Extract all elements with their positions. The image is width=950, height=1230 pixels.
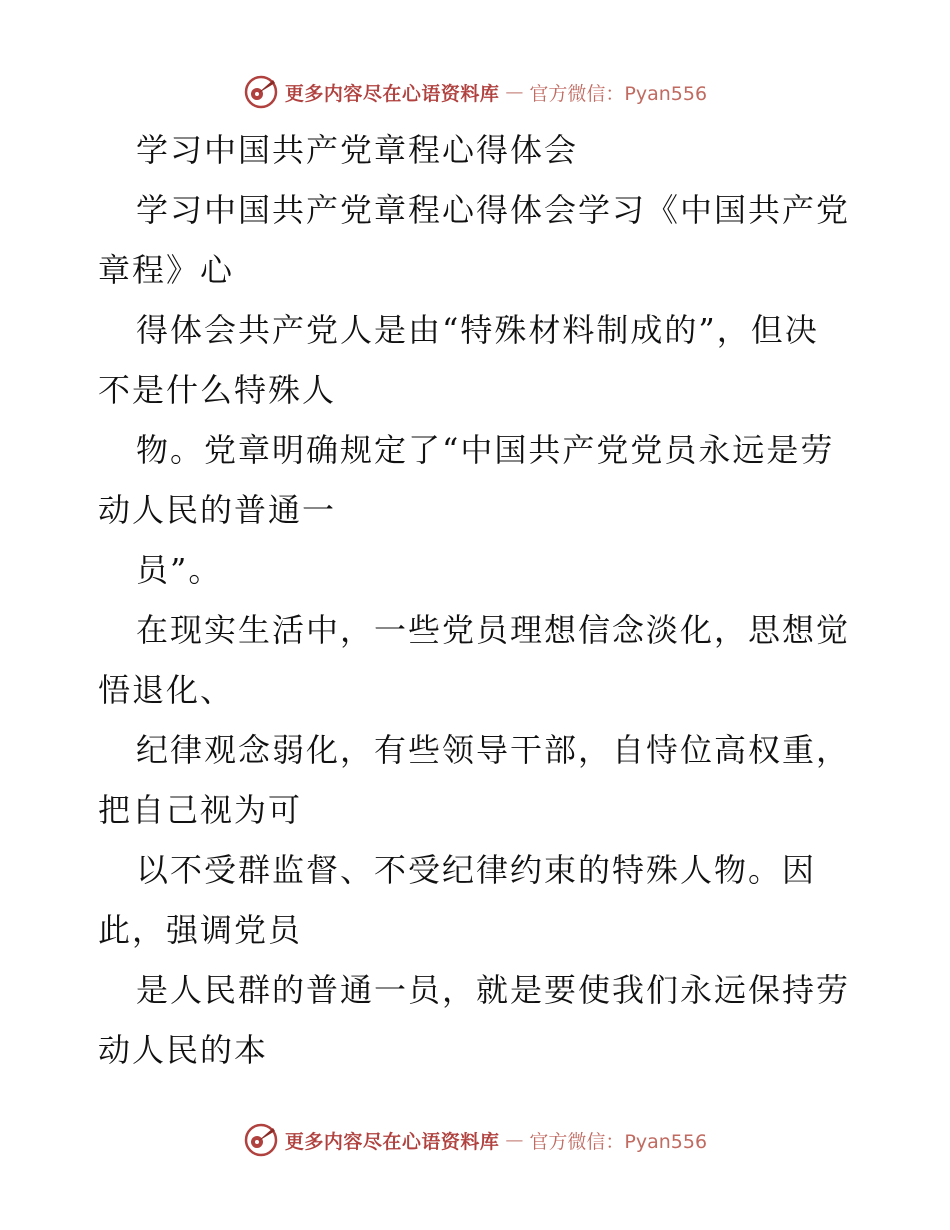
text-line: 动人民的普通一: [98, 491, 337, 529]
text-line: 动人民的本: [98, 1031, 269, 1069]
text-line: 章程》心: [98, 251, 235, 289]
text-line: 此，强调党员: [98, 911, 303, 949]
text-line: 员”。: [136, 551, 223, 589]
banner-separator: —: [505, 81, 524, 103]
header-banner: [0, 72, 950, 112]
document-body: [98, 120, 858, 1080]
text-line: 物。党章明确规定了“中国共产党党员永远是劳: [136, 431, 835, 469]
document-title: 学习中国共产党章程心得体会: [136, 131, 579, 169]
text-line: 把自己视为可: [98, 791, 303, 829]
brand-text: 更多内容尽在心语资料库: [284, 82, 500, 105]
text-line: 学习中国共产党章程心得体会学习《中国共产党: [136, 191, 851, 229]
text-line: 悟退化、: [98, 671, 235, 709]
pen-logo-icon: [243, 1122, 279, 1158]
text-line: 纪律观念弱化，有些领导干部，自恃位高权重，: [136, 731, 851, 769]
banner-separator: —: [505, 1129, 524, 1151]
brand-text: 更多内容尽在心语资料库: [284, 1130, 500, 1153]
text-line: 以不受群监督、不受纪律约束的特殊人物。因: [136, 851, 817, 889]
footer-banner: [0, 1120, 950, 1160]
wechat-text: 官方微信：Pyan556: [529, 1130, 708, 1153]
text-line: 不是什么特殊人: [98, 371, 337, 409]
wechat-text: 官方微信：Pyan556: [529, 82, 708, 105]
pen-logo-icon: [243, 74, 279, 110]
text-line: 得体会共产党人是由“特殊材料制成的”，但决: [136, 311, 819, 349]
text-line: 是人民群的普通一员，就是要使我们永远保持劳: [136, 971, 851, 1009]
text-line: 在现实生活中，一些党员理想信念淡化，思想觉: [136, 611, 851, 649]
